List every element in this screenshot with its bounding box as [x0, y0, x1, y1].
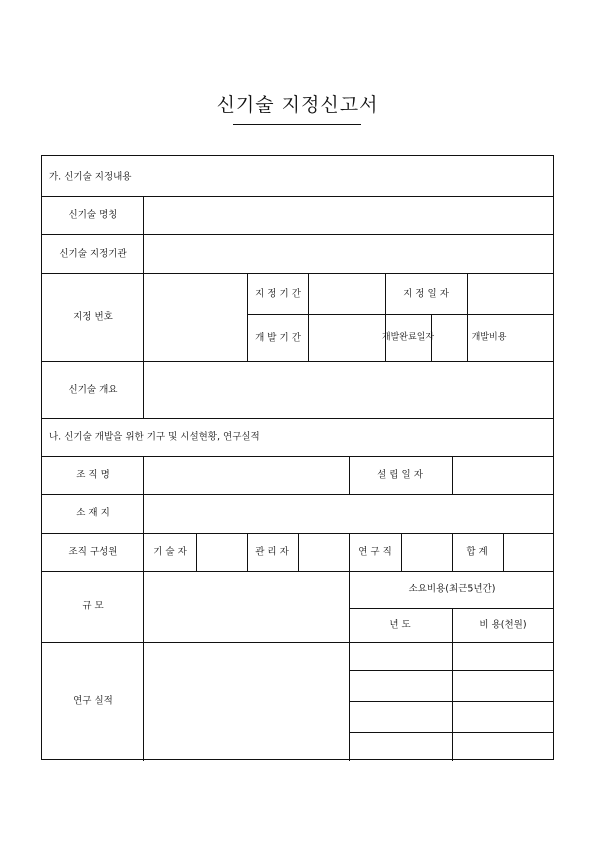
- label-scale: 규 모: [82, 600, 104, 612]
- title-underline: [233, 124, 361, 125]
- designation-form: [41, 155, 554, 760]
- label-designation-number: 지정 번호: [73, 311, 113, 323]
- tech-overview-field[interactable]: [144, 362, 554, 418]
- label-tech-name: 신기술 명칭: [68, 209, 118, 221]
- tech-name-field[interactable]: [144, 197, 554, 234]
- col-divider: [247, 533, 248, 571]
- managers-count-field[interactable]: [299, 534, 349, 571]
- designation-number-field[interactable]: [144, 274, 247, 361]
- col-divider: [349, 456, 350, 494]
- label-researchers: 연 구 직: [358, 546, 392, 558]
- completion-date-field[interactable]: [432, 315, 467, 361]
- label-total: 합 계: [466, 546, 488, 558]
- cost-header: 소요비용(최근5년간): [408, 583, 496, 595]
- org-name-field[interactable]: [144, 457, 349, 494]
- designation-period-field[interactable]: [309, 274, 385, 314]
- label-managers: 관 리 자: [255, 546, 289, 558]
- total-count-field[interactable]: [504, 534, 554, 571]
- engineers-count-field[interactable]: [197, 534, 247, 571]
- location-field[interactable]: [144, 495, 554, 533]
- section-b-header: 나. 신기술 개발을 위한 기구 및 시설현황, 연구실적: [49, 431, 260, 443]
- development-period-field[interactable]: [309, 315, 385, 361]
- label-tech-overview: 신기술 개요: [68, 384, 118, 396]
- col-divider: [349, 571, 350, 761]
- label-year: 년 도: [389, 619, 411, 631]
- col-divider: [247, 273, 248, 361]
- row-divider: [247, 314, 554, 315]
- col-divider: [385, 273, 386, 361]
- label-location: 소 재 지: [76, 507, 110, 519]
- designating-agency-field[interactable]: [144, 235, 554, 273]
- label-designating-agency: 신기술 지정기관: [59, 248, 127, 260]
- section-a-header: 가. 신기술 지정내용: [49, 171, 132, 183]
- label-development-cost: 개발비용: [471, 332, 507, 343]
- label-org-name: 조 직 명: [76, 469, 110, 481]
- research-performance-field[interactable]: [144, 643, 349, 761]
- label-engineers: 기 술 자: [153, 546, 187, 558]
- col-divider: [452, 533, 453, 571]
- label-designation-period: 지 정 기 간: [255, 288, 301, 300]
- label-designation-date: 지 정 일 자: [403, 288, 449, 300]
- designation-date-field[interactable]: [468, 274, 554, 314]
- col-divider: [349, 533, 350, 571]
- row-divider: [42, 418, 554, 419]
- scale-field[interactable]: [144, 572, 349, 642]
- researchers-count-field[interactable]: [402, 534, 452, 571]
- page-title: 신기술 지정신고서: [216, 94, 379, 116]
- label-org-composition: 조직 구성원: [68, 546, 118, 558]
- label-research-performance: 연구 실적: [73, 695, 113, 707]
- label-established-date: 설 립 일 자: [377, 469, 423, 481]
- label-cost: 비 용(천원): [479, 619, 527, 631]
- established-date-field[interactable]: [453, 457, 554, 494]
- label-development-period: 개 발 기 간: [255, 332, 301, 344]
- label-completion-date: 개발완료일자: [381, 332, 435, 343]
- col-divider: [452, 608, 453, 761]
